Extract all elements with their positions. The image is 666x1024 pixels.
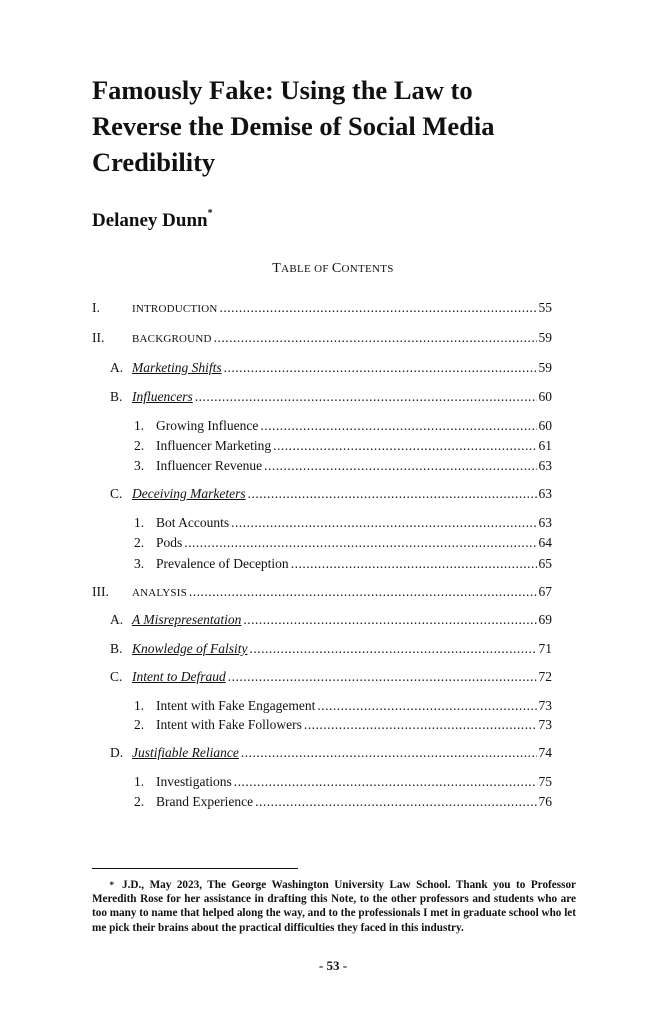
toc-entry-page: 60: [538, 389, 552, 404]
toc-entry-number: III.: [92, 584, 109, 599]
footnote: [92, 878, 576, 935]
toc-entry[interactable]: [110, 612, 552, 632]
toc-entry-label: Intent with Fake Followers: [156, 717, 302, 732]
toc-entry-number: B.: [110, 641, 123, 656]
toc-entry-number: 2.: [134, 535, 145, 550]
toc-entry-page: 73: [538, 698, 552, 713]
toc-entry-label: Intent with Fake Engagement: [156, 698, 316, 713]
toc-entry-number: 1.: [134, 515, 145, 530]
toc-entry-number: B.: [110, 389, 123, 404]
toc-entry-number: 2.: [134, 717, 145, 732]
toc-entry-number: 2.: [134, 794, 145, 809]
toc-entry-label: Deceiving Marketers: [132, 486, 246, 501]
toc-leader-dots: [273, 438, 536, 454]
toc-heading-small: ABLE OF: [281, 263, 332, 275]
toc-entry-number: D.: [110, 745, 124, 760]
toc-heading-small: ONTENTS: [341, 263, 394, 275]
toc-heading: [0, 261, 666, 277]
toc-entry[interactable]: [134, 438, 552, 458]
toc-entry-label: INTRODUCTION: [132, 303, 218, 315]
toc-entry[interactable]: [134, 515, 552, 535]
toc-entry-page: 72: [538, 669, 552, 684]
footnote-mark: *: [109, 880, 114, 890]
toc-entry-page: 65: [538, 556, 552, 571]
toc-leader-dots: [224, 360, 537, 376]
toc-entry[interactable]: [110, 360, 552, 380]
toc-entry-page: 64: [538, 535, 552, 550]
toc-leader-dots: [214, 330, 537, 346]
footnote-divider: [92, 868, 298, 869]
toc-entry-number: C.: [110, 669, 123, 684]
toc-entry[interactable]: [92, 300, 552, 320]
toc-entry[interactable]: [134, 535, 552, 555]
page-number: - 53 -: [318, 958, 348, 973]
toc-entry-page: 55: [538, 300, 552, 315]
toc-entry-page: 63: [538, 458, 552, 473]
toc-heading-cap: T: [272, 261, 282, 276]
toc-entry-page: 63: [538, 486, 552, 501]
toc-entry-label: ANALYSIS: [132, 587, 187, 599]
toc-entry[interactable]: [92, 584, 552, 604]
footnote-text: J.D., May 2023, The George Washington University Law School. Thank you to Professor Meredith Rose for her assistance in drafting this Note, to the other professors and students who are too many to name that helped along the way, and to the professionals I met in graduate school who let me pick their brains about the practical difficulties they faced in this industry.: [92, 879, 576, 934]
toc-entry-label: BACKGROUND: [132, 333, 212, 345]
toc-entry-page: 75: [538, 774, 552, 789]
toc-entry-number: 3.: [134, 458, 145, 473]
toc-leader-dots: [189, 584, 537, 600]
toc-entry-label: Marketing Shifts: [132, 360, 222, 375]
toc-entry-page: 59: [538, 330, 552, 345]
toc-entry-label: Knowledge of Falsity: [132, 641, 248, 656]
toc-entry-label: Investigations: [156, 774, 232, 789]
toc-entry-label: Influencers: [132, 389, 193, 404]
toc-leader-dots: [260, 418, 536, 434]
author-name: Delaney Dunn: [92, 210, 208, 231]
toc-entry-label: Brand Experience: [156, 794, 254, 809]
toc-entry[interactable]: [110, 486, 552, 506]
toc-entry[interactable]: [110, 641, 552, 661]
toc-entry[interactable]: [110, 389, 552, 409]
toc-entry-label: Bot Accounts: [156, 515, 230, 530]
toc-leader-dots: [250, 641, 537, 657]
title-line: Reverse the Demise of Social Media: [92, 111, 495, 141]
toc-entry-page: 60: [538, 418, 552, 433]
toc-leader-dots: [241, 745, 537, 761]
toc-entry-number: 1.: [134, 418, 145, 433]
toc-entry[interactable]: [134, 418, 552, 438]
toc-entry-label: Intent to Defraud: [132, 669, 226, 684]
toc-leader-dots: [220, 300, 537, 316]
toc-leader-dots: [291, 556, 537, 572]
toc-entry[interactable]: [134, 698, 552, 718]
toc-entry[interactable]: [92, 330, 552, 350]
toc-entry-number: II.: [92, 330, 105, 345]
toc-entry[interactable]: [134, 774, 552, 794]
toc-leader-dots: [228, 669, 537, 685]
toc-entry-page: 63: [538, 515, 552, 530]
toc-entry-page: 67: [538, 584, 552, 599]
toc-entry-number: C.: [110, 486, 123, 501]
toc-heading-cap: C: [331, 261, 342, 276]
toc-entry-label: Influencer Revenue: [156, 458, 263, 473]
toc-leader-dots: [243, 612, 536, 628]
title-line: Famously Fake: Using the Law to: [92, 75, 473, 105]
article-title: [92, 72, 562, 180]
toc-entry-page: 69: [538, 612, 552, 627]
toc-leader-dots: [255, 794, 536, 810]
toc-entry-label: Pods: [156, 535, 183, 550]
toc-entry[interactable]: [134, 556, 552, 576]
toc-entry[interactable]: [110, 745, 552, 765]
toc-entry-label: Prevalence of Deception: [156, 556, 289, 571]
toc-leader-dots: [231, 515, 536, 531]
toc-entry[interactable]: [110, 669, 552, 689]
toc-entry[interactable]: [134, 458, 552, 478]
toc-entry-label: A Misrepresentation: [132, 612, 242, 627]
toc-leader-dots: [317, 698, 536, 714]
toc-entry-label: Justifiable Reliance: [132, 745, 239, 760]
toc-entry-page: 76: [538, 794, 552, 809]
title-line: Credibility: [92, 147, 216, 177]
toc-leader-dots: [234, 774, 537, 790]
toc-entry-page: 59: [538, 360, 552, 375]
toc-leader-dots: [264, 458, 536, 474]
toc-entry-number: I.: [92, 300, 100, 315]
toc-leader-dots: [195, 389, 537, 405]
toc-entry-number: A.: [110, 612, 124, 627]
toc-entry-page: 73: [538, 717, 552, 732]
toc-leader-dots: [248, 486, 537, 502]
toc-entry-page: 74: [538, 745, 552, 760]
toc-entry-number: 3.: [134, 556, 145, 571]
toc-entry[interactable]: [134, 794, 552, 814]
toc-leader-dots: [184, 535, 536, 551]
author-line: [92, 210, 213, 232]
toc-leader-dots: [304, 717, 537, 733]
toc-entry-label: Growing Influence: [156, 418, 259, 433]
toc-entry-number: 2.: [134, 438, 145, 453]
toc-entry-page: 61: [538, 438, 552, 453]
author-footnote-mark[interactable]: *: [207, 208, 213, 219]
toc-entry-page: 71: [538, 641, 552, 656]
toc-entry-number: 1.: [134, 698, 145, 713]
toc-entry-number: A.: [110, 360, 124, 375]
toc-entry-number: 1.: [134, 774, 145, 789]
toc-entry[interactable]: [134, 717, 552, 737]
toc-entry-label: Influencer Marketing: [156, 438, 272, 453]
